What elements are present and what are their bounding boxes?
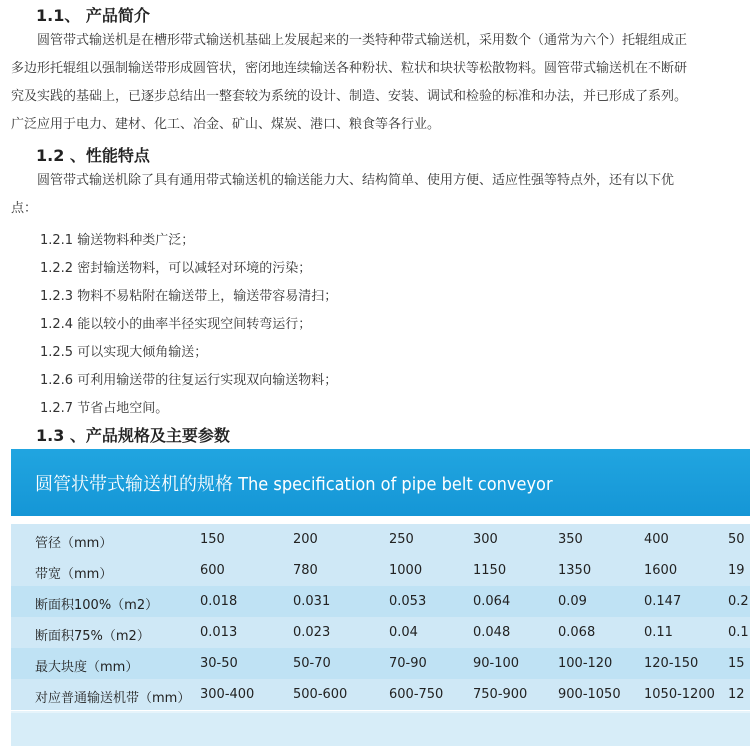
feature-item: 1.2.7 节省占地空间。 — [40, 401, 169, 416]
spec-cell: 300 — [473, 532, 498, 547]
spec-title: 圆管状带式输送机的规格 The specification of pipe belt conveyor — [35, 474, 553, 495]
spec-cell: 30-50 — [200, 656, 238, 671]
spec-row-label: 断面积100%（m2） — [35, 598, 159, 613]
spec-row-max-lump-size — [11, 648, 750, 680]
spec-cell: 0.023 — [293, 625, 331, 640]
spec-cell: 70-90 — [389, 656, 427, 671]
spec-cell: 50 — [728, 532, 745, 547]
spec-cell: 1000 — [389, 563, 423, 578]
spec-cell: 100-120 — [558, 656, 613, 671]
intro-line-4: 广泛应用于电力、建材、化工、冶金、矿山、煤炭、港口、粮食等各行业。 — [11, 117, 441, 132]
spec-cell: 780 — [293, 563, 318, 578]
features-line-2: 点： — [11, 201, 38, 216]
spec-row-section-area-100 — [11, 586, 750, 618]
spec-cell: 90-100 — [473, 656, 520, 671]
spec-cell: 150 — [200, 532, 225, 547]
spec-cell: 600-750 — [389, 687, 444, 702]
intro-line-2: 多边形托辊组以强制输送带形成圆管状，密闭地连续输送各种粉状、粒状和块状等松散物料。圆管带式输送机在不断研 — [11, 61, 688, 76]
section-heading-1-2: 1.2 、性能特点 — [36, 146, 150, 165]
feature-item: 1.2.2 密封输送物料，可以减轻对环境的污染； — [40, 261, 312, 276]
spec-cell: 0.013 — [200, 625, 238, 640]
spec-row-label: 带宽（mm） — [35, 567, 113, 582]
spec-cell: 0.147 — [644, 594, 682, 609]
spec-row-label: 断面积75%（m2） — [35, 629, 150, 644]
spec-cell: 900-1050 — [558, 687, 621, 702]
feature-item: 1.2.1 输送物料种类广泛； — [40, 233, 195, 248]
feature-item: 1.2.3 物料不易粘附在输送带上，输送带容易清扫； — [40, 289, 338, 304]
spec-cell: 15 — [728, 656, 745, 671]
spec-cell: 0.1 — [728, 625, 749, 640]
intro-line-1: 圆管带式输送机是在槽形带式输送机基础上发展起来的一类特种带式输送机，采用数个（通常为六个）托辊组成正 — [37, 33, 688, 48]
spec-cell: 600 — [200, 563, 225, 578]
spec-cell: 0.068 — [558, 625, 596, 640]
spec-cell: 12 — [728, 687, 745, 702]
spec-cell: 0.053 — [389, 594, 427, 609]
spec-cell: 0.04 — [389, 625, 418, 640]
section-heading-1-3: 1.3 、产品规格及主要参数 — [36, 426, 230, 445]
spec-row-label: 管径（mm） — [35, 536, 113, 551]
feature-item: 1.2.4 能以较小的曲率半径实现空间转弯运行； — [40, 317, 312, 332]
spec-table-image — [11, 449, 750, 746]
intro-line-3: 究及实践的基础上，已逐步总结出一整套较为系统的设计、制造、安装、调试和检验的标准和办法，并已形成了系列。 — [11, 89, 688, 104]
spec-row-section-area-75 — [11, 617, 750, 649]
spec-cell: 1600 — [644, 563, 678, 578]
spec-cell: 350 — [558, 532, 583, 547]
spec-row-pipe-diameter — [11, 524, 750, 556]
spec-row-standard-belt — [11, 679, 750, 711]
spec-cell: 19 — [728, 563, 745, 578]
features-paragraph — [11, 167, 746, 223]
spec-cell: 1150 — [473, 563, 507, 578]
spec-cell: 0.064 — [473, 594, 511, 609]
spec-cell: 0.09 — [558, 594, 587, 609]
spec-cell: 0.11 — [644, 625, 673, 640]
spec-cell: 300-400 — [200, 687, 255, 702]
feature-item: 1.2.5 可以实现大倾角输送； — [40, 345, 208, 360]
spec-row-belt-width — [11, 555, 750, 587]
spec-cell: 0.2 — [728, 594, 749, 609]
spec-row-label: 对应普通输送机带（mm） — [35, 691, 191, 706]
spec-cell: 1050-1200 — [644, 687, 715, 702]
spec-title-bar — [11, 449, 750, 516]
spec-cell: 1350 — [558, 563, 592, 578]
features-line-1: 圆管带式输送机除了具有通用带式输送机的输送能力大、结构简单、使用方便、适应性强等特点外，还有以下优 — [37, 173, 675, 188]
spec-cell: 50-70 — [293, 656, 331, 671]
feature-item: 1.2.6 可利用输送带的往复运行实现双向输送物料； — [40, 373, 338, 388]
spec-cell: 500-600 — [293, 687, 348, 702]
spec-cell: 120-150 — [644, 656, 699, 671]
spec-cell: 750-900 — [473, 687, 528, 702]
spec-cell: 250 — [389, 532, 414, 547]
spec-cell: 0.018 — [200, 594, 238, 609]
spec-cell: 400 — [644, 532, 669, 547]
intro-paragraph — [11, 27, 746, 139]
spec-cell: 200 — [293, 532, 318, 547]
spec-row-label: 最大块度（mm） — [35, 660, 139, 675]
section-heading-1-1: 1.1、 产品简介 — [36, 6, 150, 25]
spec-cell: 0.031 — [293, 594, 331, 609]
spec-cell: 0.048 — [473, 625, 511, 640]
